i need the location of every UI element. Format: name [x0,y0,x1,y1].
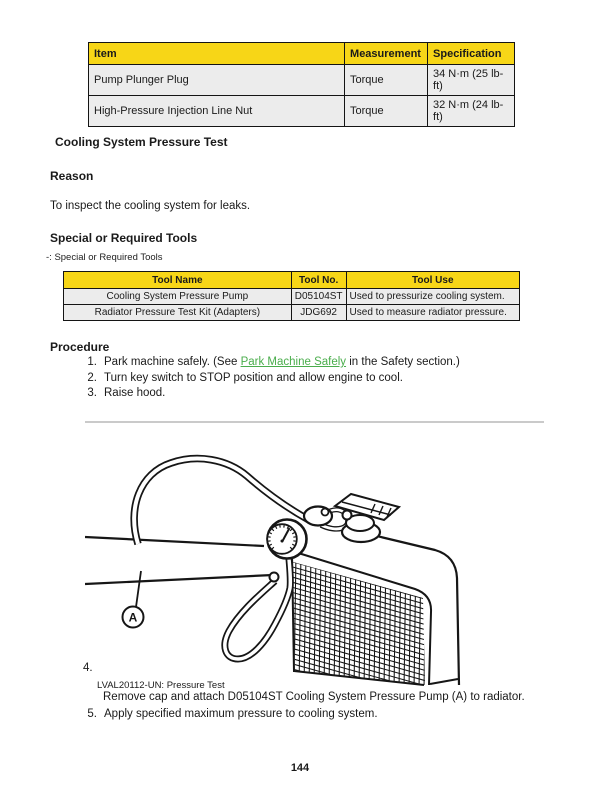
spec-value: 34 N·m (25 lb-ft) [428,65,515,96]
spec-item: Pump Plunger Plug [89,65,345,96]
tool-use: Used to pressurize cooling system. [346,289,519,305]
park-machine-safely-link[interactable]: Park Machine Safely [240,356,347,368]
neck-fitting [343,511,352,520]
reason-text: To inspect the cooling system for leaks. [50,200,251,212]
tool-no: JDG692 [291,305,346,321]
step-text: Raise hood. [104,387,166,399]
tool-use: Used to measure radiator pressure. [346,305,519,321]
callout-leader-line [136,571,141,607]
step-text-post: in the Safety section.) [346,356,460,368]
tool-name: Radiator Pressure Test Kit (Adapters) [64,305,292,321]
spec-measurement: Torque [345,65,428,96]
spec-col-specification: Specification [428,43,515,65]
table-row [89,65,515,96]
procedure-list [83,355,460,402]
spec-value: 32 N·m (24 lb-ft) [428,96,515,127]
radiator-outline [430,679,458,684]
pump-handle-line [85,537,264,546]
list-item [83,707,378,723]
hose-nub [270,573,279,582]
step-text: Remove cap and attach D05104ST Cooling System Pressure Pump (A) to radiator. [103,691,525,703]
tool-no: D05104ST [291,289,346,305]
list-item [83,386,460,402]
tools-table-header-row [64,272,520,289]
pressure-test-illustration [85,440,485,690]
tools-col-use: Tool Use [346,272,519,289]
horizontal-divider [85,421,544,423]
step-text: Turn key switch to STOP position and allow engine to cool. [104,371,403,384]
spec-measurement: Torque [345,96,428,127]
pump-handle-line [85,575,273,584]
procedure-heading: Procedure [50,340,110,354]
tools-note: -: Special or Required Tools [46,252,163,263]
gauge-pivot [281,540,284,543]
step-number: 4. [83,662,93,674]
spec-col-item: Item [89,43,345,65]
tools-heading: Special or Required Tools [50,231,198,245]
tools-col-name: Tool Name [64,272,292,289]
table-row [64,305,520,321]
list-item [83,371,460,387]
tool-name: Cooling System Pressure Pump [64,289,292,305]
tools-col-no: Tool No. [291,272,346,289]
step-number: 1. [87,356,97,368]
gauge-face [267,524,297,554]
step-text: Apply specified maximum pressure to cooling system. [104,708,378,720]
step-text-pre: Park machine safely. (See [104,356,241,368]
spec-table [88,42,515,127]
table-row [89,96,515,127]
step-number: 5. [87,708,97,720]
reason-heading: Reason [50,169,94,183]
table-row [64,289,520,305]
lower-hose [225,559,291,659]
page-number: 144 [290,762,310,774]
step-text [104,355,460,371]
step-number: 3. [87,387,97,399]
spec-table-header-row [89,43,515,65]
tools-table [63,271,520,321]
step-number: 2. [87,371,97,384]
spec-item: High-Pressure Injection Line Nut [89,96,345,127]
section-title: Cooling System Pressure Test [55,135,228,149]
list-item [83,355,460,371]
callout-label: A [128,610,138,625]
spec-col-measurement: Measurement [345,43,428,65]
figure-caption: LVAL20112-UN: Pressure Test [97,680,225,691]
